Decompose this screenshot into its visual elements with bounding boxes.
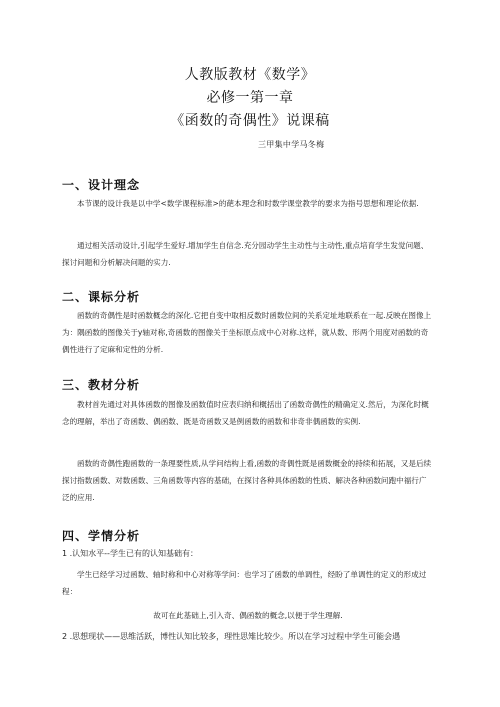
author-line: 三甲集中学马冬梅 <box>258 140 325 149</box>
section-3-paragraph-2: 函数的奇偶性跑函数的一条理要性质,从学问结构上看,函数的奇偶性既是函数概金的持续和拓展，又是后续探讨指数函数、对数函数、三角函数等内容的基础，在探讨各种具体函数的性质、解决各种函数问跑中福行广泛的应用. <box>62 459 432 502</box>
title-line-2: 必修一第一章 <box>206 90 294 106</box>
section-1-paragraph-1: 本节课的设计我是以中学<数学课程标准>的葩本理念和时数学课堂教学的要求为指号思想和理论依据. <box>77 199 419 208</box>
section-4-paragraph-2: 故可在此基础上,引入奇、偶函数的概念,以便于学生理解. <box>153 611 343 620</box>
section-4-item-1: 1 .认知水平--学生已有的认知基础有： <box>62 549 198 558</box>
section-heading-4: 四、学情分析 <box>62 529 141 543</box>
section-heading-3: 三、教材分析 <box>62 378 141 392</box>
section-1-paragraph-2: 通过相关活动设计,引起学生爱好.增加学生自信念.充分园动学生主动性与主动性,重点培育学生发觉问题、探讨问题和分析解决问题的实力. <box>62 241 429 267</box>
title-line-3: 《函数的奇偶性》说课稿 <box>170 113 330 129</box>
title-block <box>0 64 500 133</box>
section-heading-2: 二、课标分析 <box>62 290 141 304</box>
section-3-paragraph-1: 教材首先通过对具体函数的图像及函数值时应表归纳和概括出了函数奇偶性的精确定义.然后，为深化时概念的理解，举出了奇函数、偶函数、既是奇函数又是例函数的函数和非奇非偶函数的实例. <box>62 400 429 426</box>
section-4-paragraph-1: 学生已经学习过函数、轴时称和中心对称等学问：也学习了函数的单调性，经盼了单调性的定义的形成过程： <box>62 570 427 596</box>
section-4-item-2: 2 .思想现状——思维活跃，博性认知比较多，理性思雉比较少。所以在学习过程中学生可能会遇 <box>62 632 401 641</box>
section-heading-1: 一、设计理念 <box>62 178 141 192</box>
title-line-1: 人教版教材《数学》 <box>184 67 316 83</box>
section-2-paragraph-1: 函数的奇偶性是时函数概念的深化.它把自变中取相反数时函数位间的关系定址地联系在一起.反映在图像上为：隅函数的图像关于y轴对称,奇函数的图像关于坐标原点成中心对称.这样，就从数、形两个用度对函数的奇偶性进行了定麻和定性的分析. <box>62 311 432 354</box>
